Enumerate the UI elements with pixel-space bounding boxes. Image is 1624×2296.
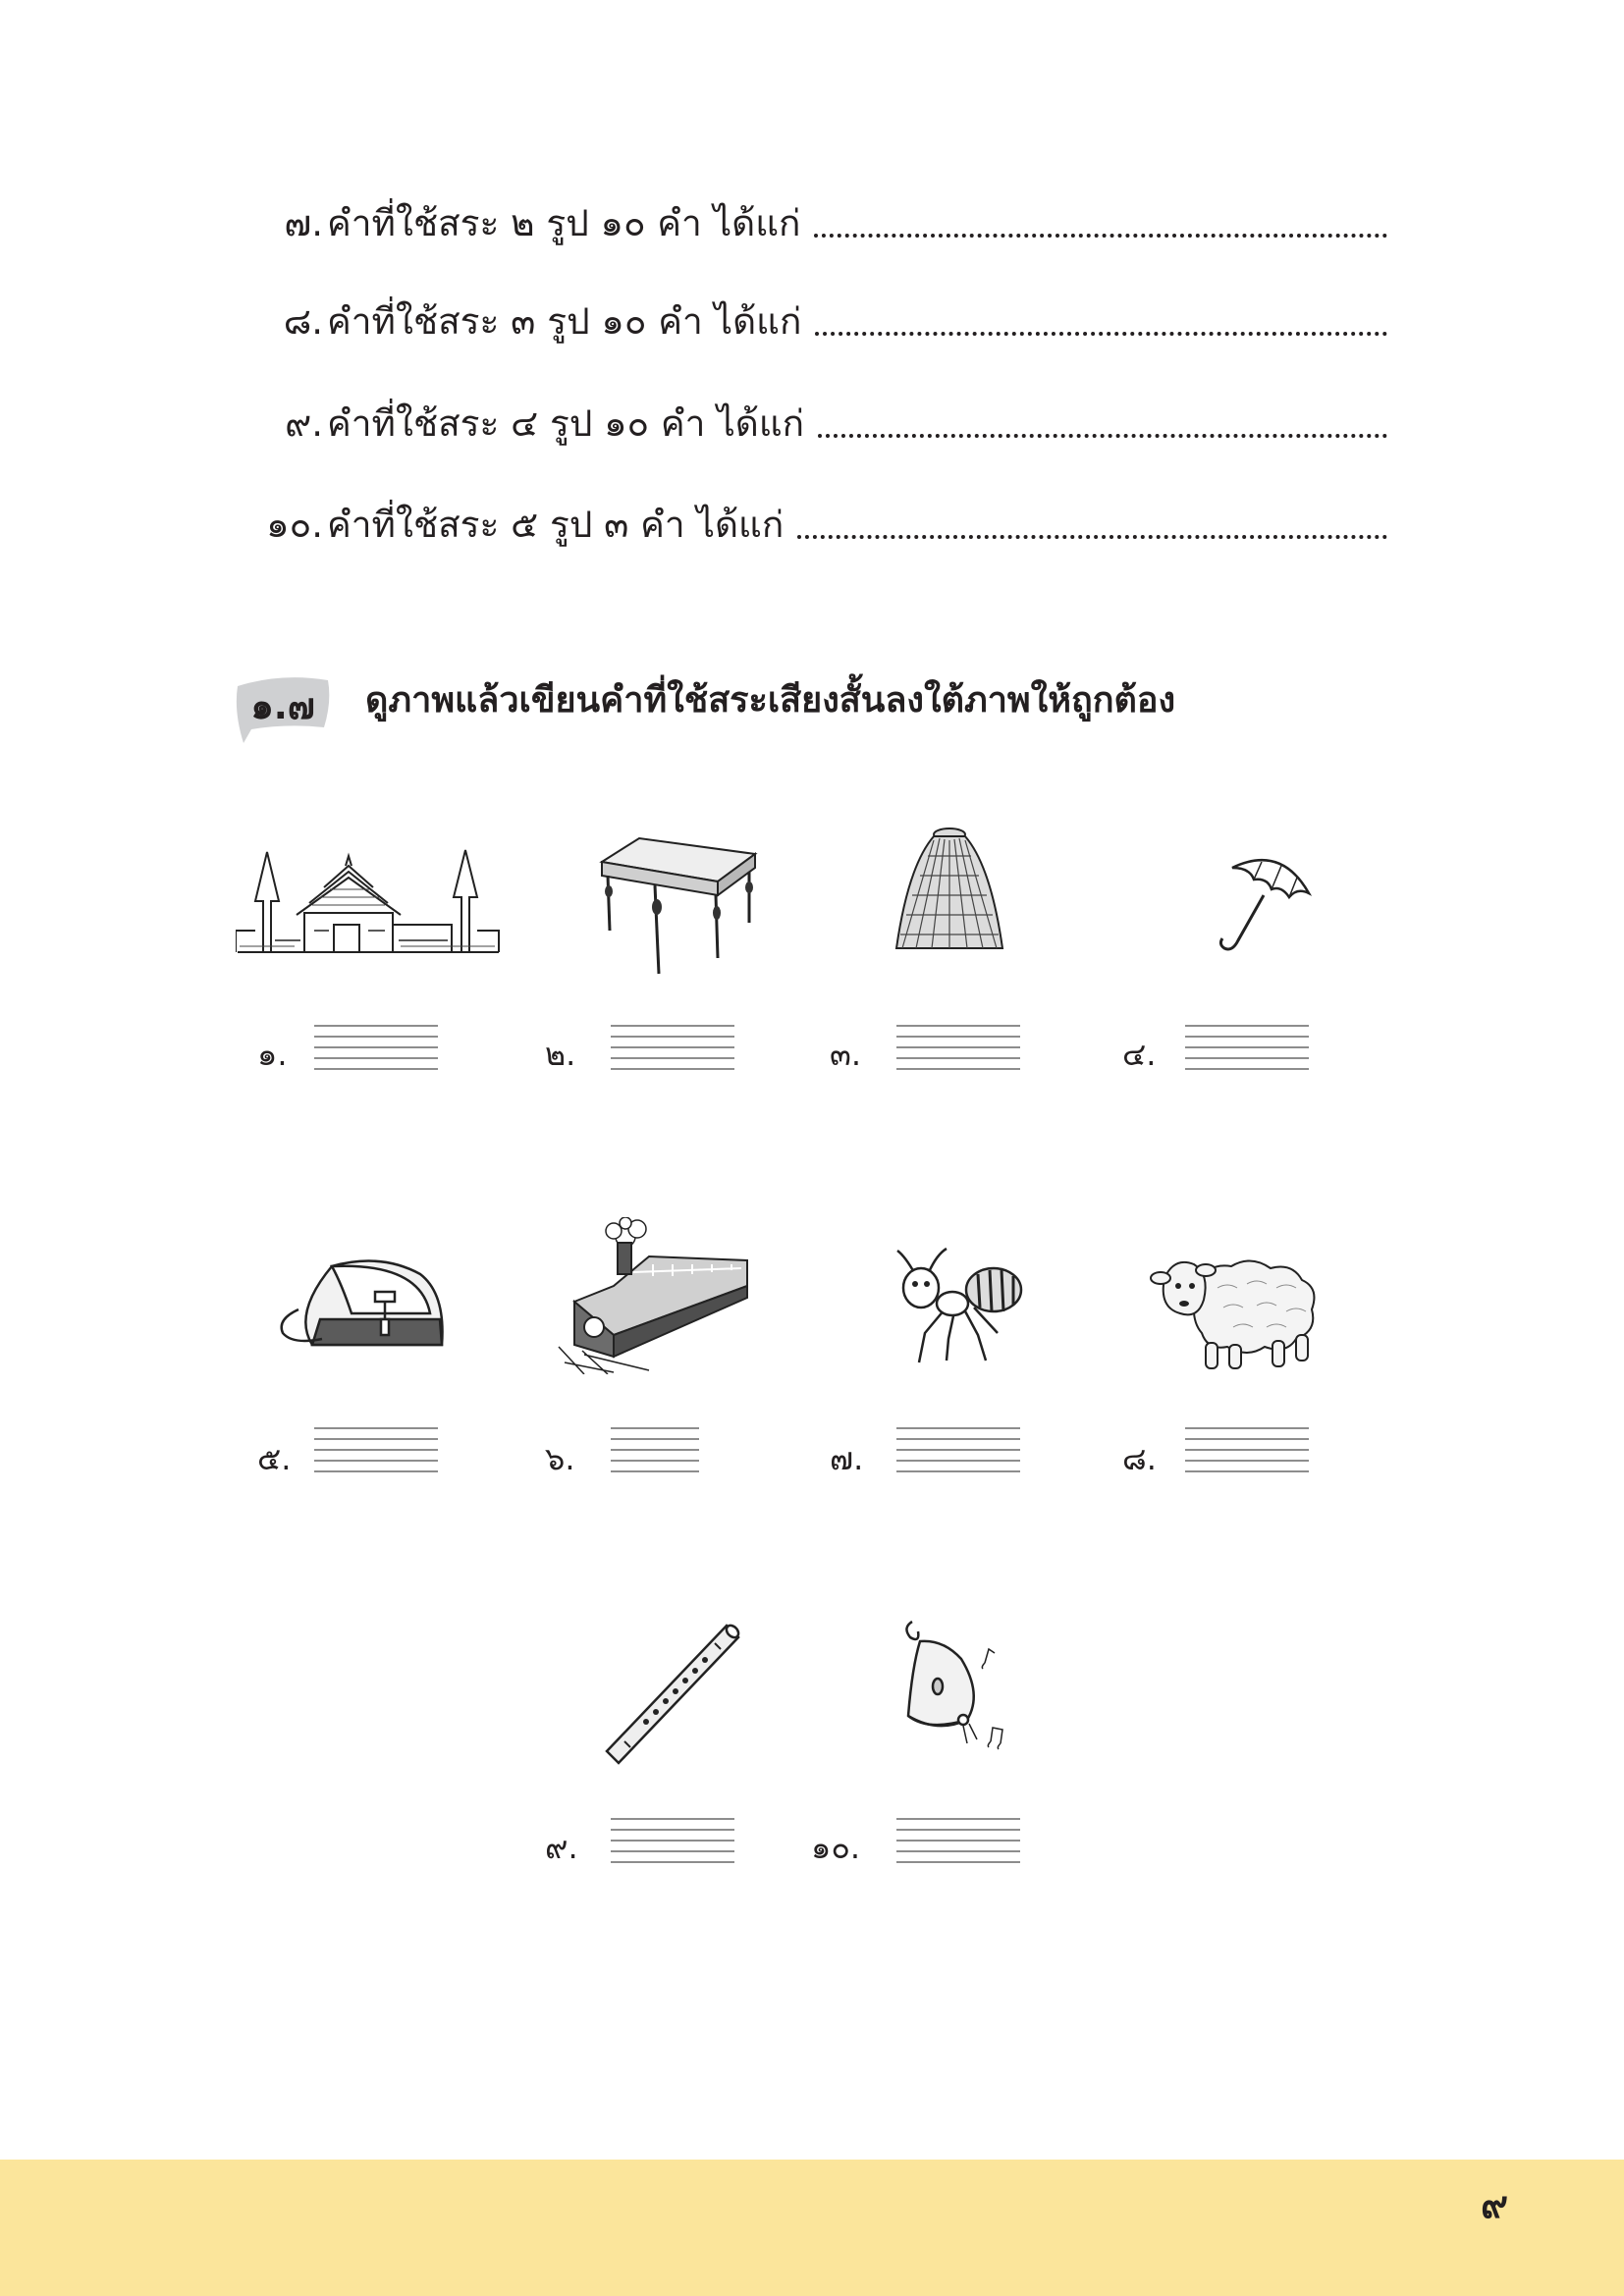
flute-icon bbox=[601, 1618, 743, 1765]
question-text: คำที่ใช้สระ ๕ รูป ๓ คำ ได้แก่ bbox=[327, 504, 785, 546]
answer-lines[interactable] bbox=[896, 1025, 1020, 1070]
item-label: ๑๐. bbox=[811, 1829, 861, 1866]
page-number: ๙ bbox=[1481, 2183, 1508, 2226]
answer-dotted-line[interactable] bbox=[797, 535, 1387, 539]
ant-icon bbox=[892, 1245, 1024, 1367]
question-text: คำที่ใช้สระ ๓ รูป ๑๐ คำ ได้แก่ bbox=[327, 300, 802, 343]
answer-lines[interactable] bbox=[611, 1025, 734, 1070]
umbrella-icon bbox=[1203, 850, 1316, 963]
question-number: ๑๐. bbox=[266, 504, 323, 546]
page-footer-band bbox=[0, 2160, 1624, 2296]
answer-lines[interactable] bbox=[611, 1818, 734, 1863]
answer-lines[interactable] bbox=[896, 1427, 1020, 1472]
question-text: คำที่ใช้สระ ๒ รูป ๑๐ คำ ได้แก่ bbox=[327, 202, 801, 244]
table-icon bbox=[594, 832, 761, 980]
answer-lines[interactable] bbox=[896, 1818, 1020, 1863]
answer-lines[interactable] bbox=[314, 1025, 438, 1070]
fish-trap-icon bbox=[889, 827, 1011, 954]
section-number: ๑.๗ bbox=[250, 685, 315, 727]
question-number: ๙. bbox=[285, 402, 323, 445]
question-text: คำที่ใช้สระ ๔ รูป ๑๐ คำ ได้แก่ bbox=[327, 402, 805, 445]
question-row bbox=[0, 395, 1624, 454]
item-label: ๖. bbox=[545, 1440, 575, 1477]
temple-icon bbox=[236, 842, 501, 955]
item-label: ๕. bbox=[257, 1440, 292, 1477]
item-label: ๔. bbox=[1122, 1036, 1157, 1073]
item-label: ๒. bbox=[545, 1036, 576, 1073]
sheep-icon bbox=[1149, 1249, 1321, 1376]
question-row bbox=[0, 293, 1624, 351]
question-row bbox=[0, 194, 1624, 253]
answer-dotted-line[interactable] bbox=[815, 332, 1387, 336]
item-label: ๑. bbox=[257, 1036, 288, 1073]
question-row bbox=[0, 496, 1624, 555]
section-title: ดูภาพแล้วเขียนคำที่ใช้สระเสียงสั้นลงใต้ภาพให้ถูกต้อง bbox=[365, 680, 1176, 721]
train-icon bbox=[555, 1217, 751, 1374]
item-label: ๙. bbox=[545, 1829, 578, 1866]
answer-dotted-line[interactable] bbox=[818, 434, 1387, 438]
item-label: ๘. bbox=[1122, 1440, 1157, 1477]
bell-icon bbox=[898, 1618, 1011, 1755]
answer-lines[interactable] bbox=[1185, 1427, 1309, 1472]
question-number: ๘. bbox=[283, 300, 323, 343]
answer-lines[interactable] bbox=[314, 1427, 438, 1472]
question-number: ๗. bbox=[284, 202, 323, 244]
item-label: ๓. bbox=[830, 1036, 862, 1073]
answer-dotted-line[interactable] bbox=[814, 234, 1387, 238]
section-number-badge bbox=[228, 672, 334, 743]
item-label: ๗. bbox=[830, 1440, 864, 1477]
answer-lines[interactable] bbox=[1185, 1025, 1309, 1070]
bag-icon bbox=[273, 1255, 450, 1353]
answer-lines[interactable] bbox=[611, 1427, 699, 1472]
